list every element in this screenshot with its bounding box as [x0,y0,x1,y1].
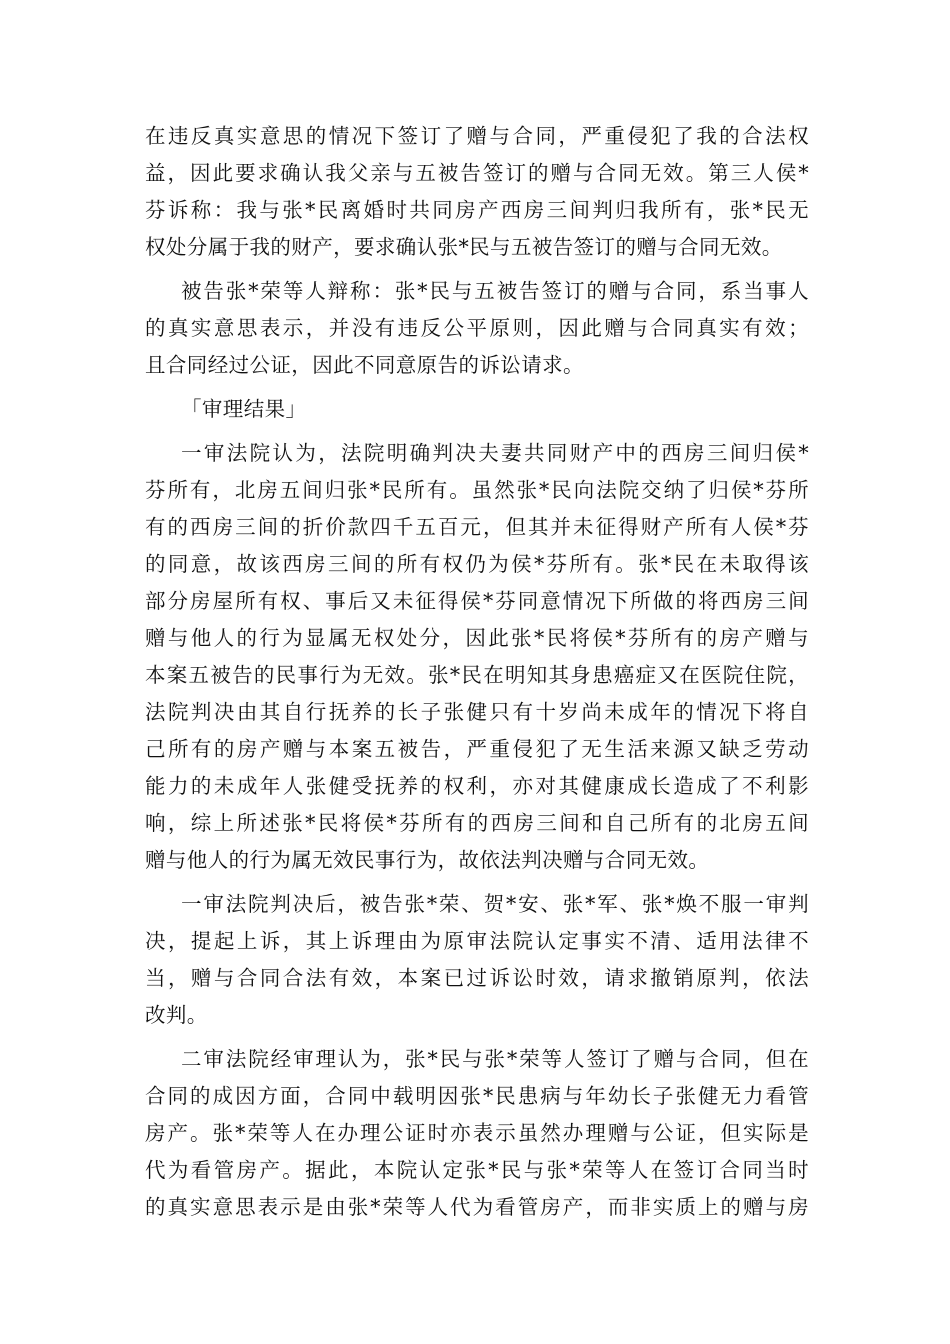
text-line: 己所有的房产赠与本案五被告，严重侵犯了无生活来源又缺乏劳动 [145,737,809,761]
text-line: 决，提起上诉，其上诉理由为原审法院认定事实不清、适用法律不 [145,929,809,953]
text-line: 改判。 [145,1003,208,1027]
text-line: 本案五被告的民事行为无效。张*民在明知其身患癌症又在医院住院， [145,663,809,687]
text-line: 赠与他人的行为显属无权处分，因此张*民将侯*芬所有的房产赠与 [145,626,809,650]
text-line: 赠与他人的行为属无效民事行为，故依法判决赠与合同无效。 [145,848,710,872]
text-line: 有的西房三间的折价款四千五百元，但其并未征得财产所有人侯*芬 [145,515,809,539]
text-line: 响，综上所述张*民将侯*芬所有的西房三间和自己所有的北房五间 [145,811,809,835]
text-line: 且合同经过公证，因此不同意原告的诉讼请求。 [145,353,584,377]
document-page [145,118,809,1226]
text-line: 在违反真实意思的情况下签订了赠与合同，严重侵犯了我的合法权 [145,124,809,148]
text-line: 能力的未成年人张健受抚养的权利，亦对其健康成长造成了不利影 [145,774,809,798]
text-line: 权处分属于我的财产，要求确认张*民与五被告签订的赠与合同无效。 [145,235,783,259]
text-line: 的真实意思表示，并没有违反公平原则，因此赠与合同真实有效； [145,316,809,340]
text-line: 芬所有，北房五间归张*民所有。虽然张*民向法院交纳了归侯*芬所 [145,478,809,502]
section-heading: 「审理结果」 [181,397,307,421]
text-line: 被告张*荣等人辩称：张*民与五被告签订的赠与合同，系当事人 [181,279,809,303]
text-line: 一审法院认为，法院明确判决夫妻共同财产中的西房三间归侯* [181,441,809,465]
text-line: 代为看管房产。据此，本院认定张*民与张*荣等人在签订合同当时 [145,1158,809,1182]
text-line: 芬诉称：我与张*民离婚时共同房产西房三间判归我所有，张*民无 [145,198,809,222]
text-line: 益，因此要求确认我父亲与五被告签订的赠与合同无效。第三人侯* [145,161,809,185]
text-line: 二审法院经审理认为，张*民与张*荣等人签订了赠与合同，但在 [181,1047,809,1071]
text-line: 法院判决由其自行抚养的长子张健只有十岁尚未成年的情况下将自 [145,700,809,724]
text-line: 部分房屋所有权、事后又未征得侯*芬同意情况下所做的将西房三间 [145,589,809,613]
text-line: 一审法院判决后，被告张*荣、贺*安、张*军、张*焕不服一审判 [181,892,809,916]
text-line: 的真实意思表示是由张*荣等人代为看管房产，而非实质上的赠与房 [145,1195,809,1219]
text-line: 房产。张*荣等人在办理公证时亦表示虽然办理赠与公证，但实际是 [145,1121,809,1145]
text-line: 的同意，故该西房三间的所有权仍为侯*芬所有。张*民在未取得该 [145,552,809,576]
text-line: 合同的成因方面，合同中载明因张*民患病与年幼长子张健无力看管 [145,1084,809,1108]
text-line: 当，赠与合同合法有效，本案已过诉讼时效，请求撤销原判，依法 [145,966,809,990]
